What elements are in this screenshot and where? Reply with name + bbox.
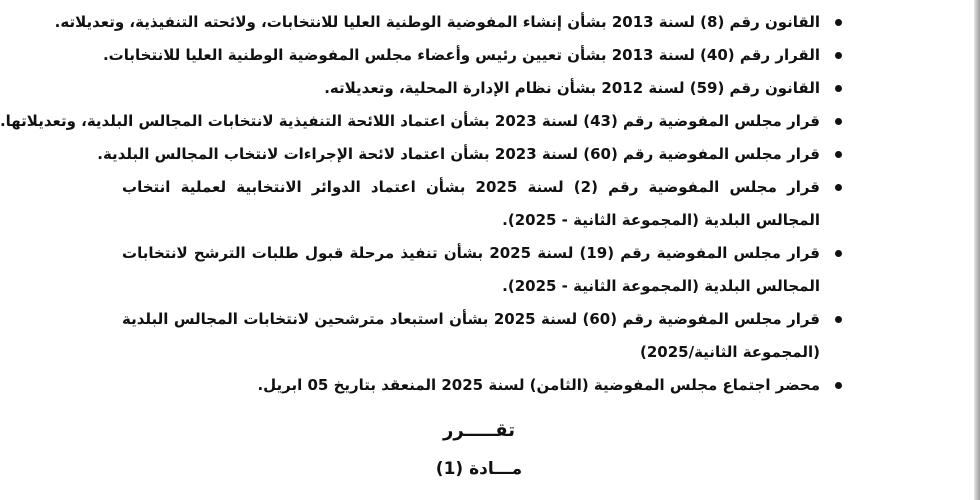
reference-text: القانون رقم (8) لسنة 2013 بشأن إنشاء المفوضية الوطنية العليا للانتخابات، ولائحته التنفيذية، وتعديلاته. [54,13,820,31]
list-item [122,237,842,303]
bullet-icon [835,250,842,257]
reference-text: قرار مجلس المفوضية رقم (43) لسنة 2023 بشأن اعتماد اللائحة التنفيذية لانتخابات المجالس البلدية، وتعديلاتها. [0,112,820,130]
reference-text: محضر اجتماع مجلس المفوضية (الثامن) لسنة 2025 المنعقد بتاريخ 05 ابريل. [257,376,820,394]
reference-text: قرار مجلس المفوضية رقم (60) لسنة 2023 بشأن اعتماد لائحة الإجراءات لانتخاب المجالس البلدية. [97,145,820,163]
reference-text: قرار مجلس المفوضية رقم (19) لسنة 2025 بشأن تنفيذ مرحلة قبول طلبات الترشح لانتخابات المجالس البلدية (المجموعة الثانية - 2025). [122,244,820,295]
reference-text: القرار رقم (40) لسنة 2013 بشأن تعيين رئيس وأعضاء مجلس المفوضية الوطنية العليا للانتخابات. [102,46,820,64]
list-item [122,72,842,105]
reference-text: القانون رقم (59) لسنة 2012 بشأن نظام الإدارة المحلية، وتعديلاته. [324,79,820,97]
decision-heading: تقـــــرر [442,420,516,441]
scan-edge [974,0,980,500]
bullet-icon [835,151,842,158]
list-item [0,105,842,138]
article-heading: مـــادة (1) [435,459,523,479]
bullet-icon [835,85,842,92]
bullet-icon [835,19,842,26]
reference-text: قرار مجلس المفوضية رقم (60) لسنة 2025 بشأن استبعاد مترشحين لانتخابات المجالس البلدية (المجموعة الثانية/2025) [122,310,821,361]
list-item [54,6,842,39]
list-item [122,303,842,369]
list-item [122,171,842,237]
list-item [102,39,842,72]
legal-references-list [0,6,842,402]
list-item [97,138,842,171]
bullet-icon [835,316,842,323]
bullet-icon [835,52,842,59]
list-item [122,369,842,402]
reference-text: قرار مجلس المفوضية رقم (2) لسنة 2025 بشأن اعتماد الدوائر الانتخابية لعملية انتخاب المجالس البلدية (المجموعة الثانية - 2025). [122,178,820,229]
bullet-icon [835,382,842,389]
bullet-icon [835,118,842,125]
bullet-icon [835,184,842,191]
